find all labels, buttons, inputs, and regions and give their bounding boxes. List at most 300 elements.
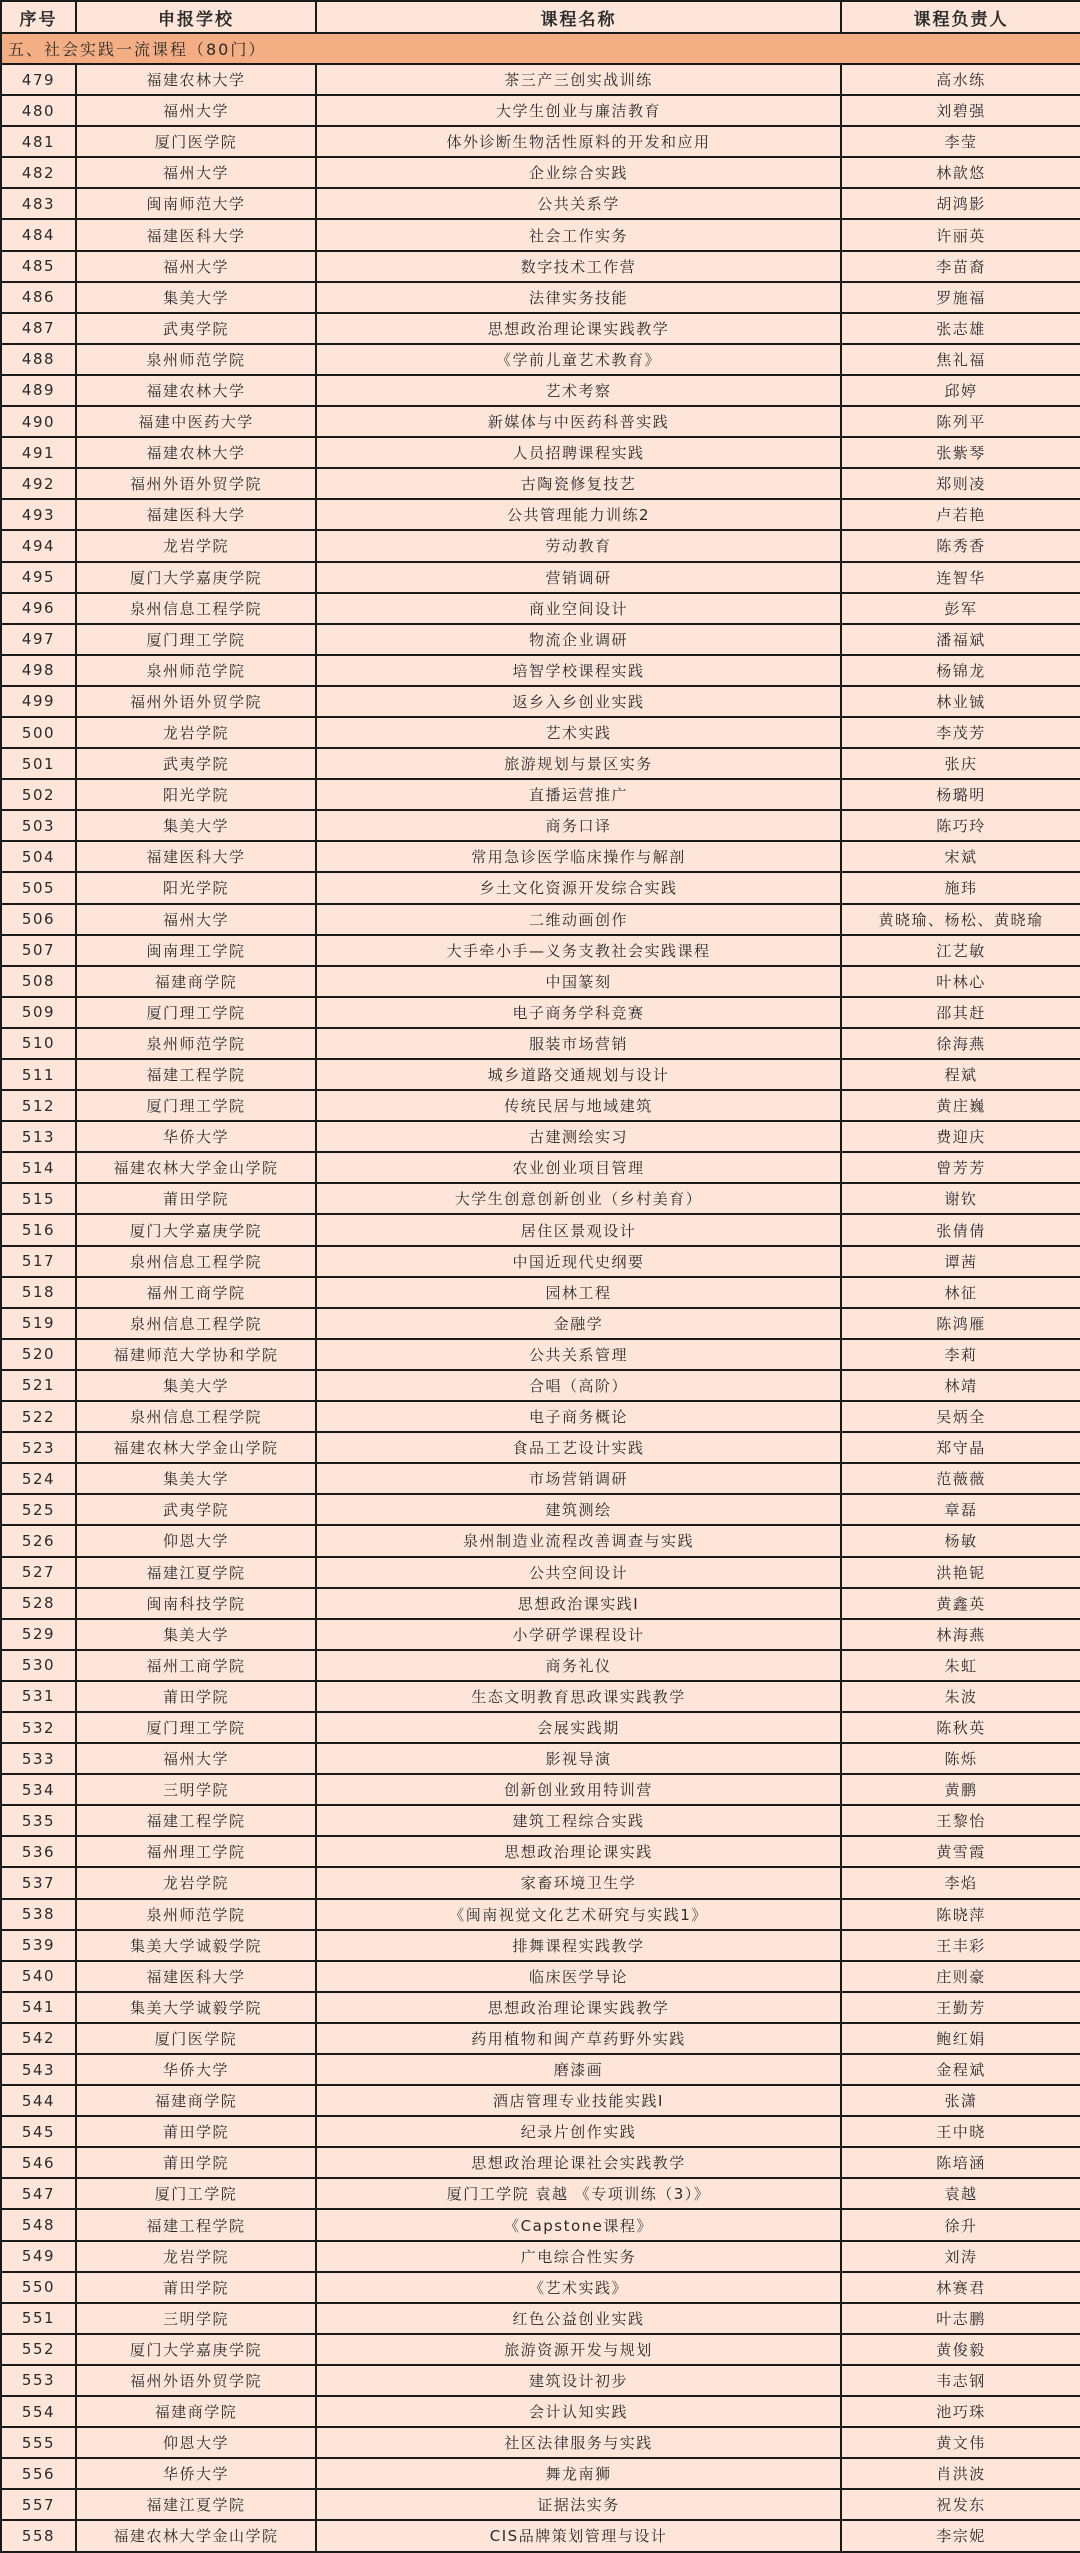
row-course: 金融学: [316, 1308, 841, 1339]
table-header: [1, 1, 1080, 33]
row-lead: 陈鸿雁: [841, 1308, 1080, 1339]
row-no: 531: [1, 1681, 76, 1712]
row-school: 福州大学: [76, 1743, 316, 1774]
row-lead: 杨锦龙: [841, 655, 1080, 686]
row-no: 501: [1, 748, 76, 779]
table-row: [1, 1588, 1080, 1619]
row-school: 泉州信息工程学院: [76, 593, 316, 624]
row-no: 536: [1, 1836, 76, 1867]
row-course: 常用急诊医学临床操作与解剖: [316, 841, 841, 872]
row-no: 488: [1, 344, 76, 375]
row-school: 龙岩学院: [76, 530, 316, 561]
row-school: 华侨大学: [76, 2458, 316, 2489]
row-lead: 李苗裔: [841, 251, 1080, 282]
row-school: 莆田学院: [76, 1183, 316, 1214]
row-school: 厦门理工学院: [76, 1090, 316, 1121]
row-lead: 罗施福: [841, 282, 1080, 313]
row-no: 499: [1, 686, 76, 717]
row-school: 莆田学院: [76, 1681, 316, 1712]
row-school: 泉州师范学院: [76, 655, 316, 686]
row-no: 510: [1, 1028, 76, 1059]
header-course: 课程名称: [316, 1, 841, 33]
row-lead: 祝发东: [841, 2489, 1080, 2520]
row-lead: 彭军: [841, 593, 1080, 624]
row-school: 福建师范大学协和学院: [76, 1339, 316, 1370]
row-no: 479: [1, 64, 76, 95]
row-no: 532: [1, 1712, 76, 1743]
row-school: 福建农林大学: [76, 64, 316, 95]
row-no: 504: [1, 841, 76, 872]
row-no: 552: [1, 2334, 76, 2365]
row-course: 法律实务技能: [316, 282, 841, 313]
row-course: 《学前儿童艺术教育》: [316, 344, 841, 375]
row-school: 闽南理工学院: [76, 935, 316, 966]
table-row: [1, 1899, 1080, 1930]
table-row: [1, 126, 1080, 157]
row-no: 551: [1, 2303, 76, 2334]
row-school: 集美大学: [76, 1370, 316, 1401]
row-lead: 张庆: [841, 748, 1080, 779]
row-school: 武夷学院: [76, 313, 316, 344]
row-lead: 吴炳全: [841, 1401, 1080, 1432]
row-course: 旅游资源开发与规划: [316, 2334, 841, 2365]
row-lead: 袁越: [841, 2178, 1080, 2209]
row-course: 排舞课程实践教学: [316, 1930, 841, 1961]
row-school: 莆田学院: [76, 2272, 316, 2303]
row-course: 创新创业致用特训营: [316, 1774, 841, 1805]
row-school: 福建工程学院: [76, 1059, 316, 1090]
row-course: 临床医学导论: [316, 1961, 841, 1992]
row-course: 古陶瓷修复技艺: [316, 468, 841, 499]
row-no: 543: [1, 2054, 76, 2085]
row-course: 公共关系学: [316, 188, 841, 219]
row-school: 泉州信息工程学院: [76, 1246, 316, 1277]
table-row: [1, 655, 1080, 686]
row-course: 大学生创业与廉洁教育: [316, 95, 841, 126]
row-course: 社会工作实务: [316, 219, 841, 250]
row-school: 福建医科大学: [76, 1961, 316, 1992]
row-school: 三明学院: [76, 2303, 316, 2334]
row-school: 仰恩大学: [76, 1525, 316, 1556]
row-no: 529: [1, 1619, 76, 1650]
row-no: 484: [1, 219, 76, 250]
row-no: 535: [1, 1805, 76, 1836]
row-lead: 胡鸿影: [841, 188, 1080, 219]
row-lead: 谭茜: [841, 1246, 1080, 1277]
row-lead: 张倩倩: [841, 1214, 1080, 1245]
table-row: [1, 1028, 1080, 1059]
row-no: 512: [1, 1090, 76, 1121]
row-lead: 施玮: [841, 872, 1080, 903]
table-row: [1, 64, 1080, 95]
row-no: 485: [1, 251, 76, 282]
row-no: 520: [1, 1339, 76, 1370]
row-lead: 郑守晶: [841, 1432, 1080, 1463]
row-school: 福建农林大学金山学院: [76, 1152, 316, 1183]
row-lead: 李宗妮: [841, 2520, 1080, 2551]
row-no: 522: [1, 1401, 76, 1432]
table-row: [1, 1681, 1080, 1712]
table-row: [1, 2116, 1080, 2147]
header-no: 序号: [1, 1, 76, 33]
row-school: 福建医科大学: [76, 219, 316, 250]
table-row: [1, 1494, 1080, 1525]
row-school: 莆田学院: [76, 2147, 316, 2178]
row-course: 小学研学课程设计: [316, 1619, 841, 1650]
table-row: [1, 499, 1080, 530]
row-course: 家畜环境卫生学: [316, 1867, 841, 1898]
row-no: 548: [1, 2209, 76, 2240]
row-lead: 李茂芳: [841, 717, 1080, 748]
row-no: 509: [1, 997, 76, 1028]
row-lead: 卢若艳: [841, 499, 1080, 530]
row-school: 龙岩学院: [76, 717, 316, 748]
table-row: [1, 1246, 1080, 1277]
row-course: 厦门工学院 袁越 《专项训练（3）》: [316, 2178, 841, 2209]
row-lead: 高水练: [841, 64, 1080, 95]
row-no: 490: [1, 406, 76, 437]
row-school: 武夷学院: [76, 748, 316, 779]
row-course: 数字技术工作营: [316, 251, 841, 282]
table-row: [1, 2178, 1080, 2209]
row-no: 526: [1, 1525, 76, 1556]
row-school: 福州大学: [76, 904, 316, 935]
row-lead: 黄文伟: [841, 2427, 1080, 2458]
row-school: 福建工程学院: [76, 1805, 316, 1836]
row-school: 厦门大学嘉庚学院: [76, 1214, 316, 1245]
row-school: 厦门大学嘉庚学院: [76, 562, 316, 593]
table-row: [1, 344, 1080, 375]
row-course: 中国篆刻: [316, 966, 841, 997]
row-no: 553: [1, 2365, 76, 2396]
row-no: 494: [1, 530, 76, 561]
row-lead: 谢钦: [841, 1183, 1080, 1214]
header-lead: 课程负责人: [841, 1, 1080, 33]
row-school: 福建江夏学院: [76, 1557, 316, 1588]
row-school: 泉州师范学院: [76, 1899, 316, 1930]
row-no: 487: [1, 313, 76, 344]
row-no: 546: [1, 2147, 76, 2178]
row-course: 舞龙南狮: [316, 2458, 841, 2489]
row-course: 新媒体与中医药科普实践: [316, 406, 841, 437]
row-course: 社区法律服务与实践: [316, 2427, 841, 2458]
table-row: [1, 1743, 1080, 1774]
row-lead: 林靖: [841, 1370, 1080, 1401]
row-school: 集美大学诚毅学院: [76, 1992, 316, 2023]
row-school: 福州大学: [76, 157, 316, 188]
row-course: 大学生创意创新创业（乡村美育）: [316, 1183, 841, 1214]
table-row: [1, 530, 1080, 561]
table-row: [1, 2365, 1080, 2396]
row-course: 企业综合实践: [316, 157, 841, 188]
row-lead: 李焰: [841, 1867, 1080, 1898]
table-row: [1, 468, 1080, 499]
row-course: 思想政治理论课实践教学: [316, 1992, 841, 2023]
row-school: 厦门理工学院: [76, 1712, 316, 1743]
row-school: 龙岩学院: [76, 2241, 316, 2272]
row-no: 493: [1, 499, 76, 530]
row-no: 503: [1, 810, 76, 841]
row-lead: 徐海燕: [841, 1028, 1080, 1059]
table-row: [1, 2272, 1080, 2303]
row-lead: 黄鹏: [841, 1774, 1080, 1805]
row-no: 514: [1, 1152, 76, 1183]
table-row: [1, 2334, 1080, 2365]
table-row: [1, 2396, 1080, 2427]
row-course: 居住区景观设计: [316, 1214, 841, 1245]
row-course: 泉州制造业流程改善调查与实践: [316, 1525, 841, 1556]
table-row: [1, 810, 1080, 841]
row-course: 商务礼仪: [316, 1650, 841, 1681]
row-course: 公共空间设计: [316, 1557, 841, 1588]
row-no: 496: [1, 593, 76, 624]
row-no: 538: [1, 1899, 76, 1930]
row-lead: 叶志鹏: [841, 2303, 1080, 2334]
row-lead: 黄庄巍: [841, 1090, 1080, 1121]
row-lead: 陈秋英: [841, 1712, 1080, 1743]
row-lead: 邵其赶: [841, 997, 1080, 1028]
row-lead: 连智华: [841, 562, 1080, 593]
row-course: 乡土文化资源开发综合实践: [316, 872, 841, 903]
row-school: 福建商学院: [76, 966, 316, 997]
row-lead: 陈培涵: [841, 2147, 1080, 2178]
row-no: 525: [1, 1494, 76, 1525]
row-school: 厦门医学院: [76, 126, 316, 157]
table-row: [1, 779, 1080, 810]
row-course: 直播运营推广: [316, 779, 841, 810]
table-row: [1, 1339, 1080, 1370]
table-row: [1, 1836, 1080, 1867]
row-no: 549: [1, 2241, 76, 2272]
table-row: [1, 313, 1080, 344]
table-row: [1, 375, 1080, 406]
row-lead: 刘涛: [841, 2241, 1080, 2272]
row-course: 农业创业项目管理: [316, 1152, 841, 1183]
row-school: 华侨大学: [76, 1121, 316, 1152]
row-school: 厦门医学院: [76, 2023, 316, 2054]
row-lead: 王勤芳: [841, 1992, 1080, 2023]
table-row: [1, 1805, 1080, 1836]
table-row: [1, 1370, 1080, 1401]
row-lead: 程斌: [841, 1059, 1080, 1090]
table-row: [1, 1525, 1080, 1556]
row-school: 华侨大学: [76, 2054, 316, 2085]
row-course: 电子商务概论: [316, 1401, 841, 1432]
table-row: [1, 1277, 1080, 1308]
row-lead: 许丽英: [841, 219, 1080, 250]
row-school: 集美大学: [76, 1619, 316, 1650]
row-no: 497: [1, 624, 76, 655]
table-row: [1, 966, 1080, 997]
row-lead: 池巧珠: [841, 2396, 1080, 2427]
table-row: [1, 1712, 1080, 1743]
row-lead: 焦礼福: [841, 344, 1080, 375]
row-course: 电子商务学科竞赛: [316, 997, 841, 1028]
row-lead: 林业铖: [841, 686, 1080, 717]
row-lead: 徐升: [841, 2209, 1080, 2240]
row-course: 公共关系管理: [316, 1339, 841, 1370]
row-no: 533: [1, 1743, 76, 1774]
table-row: [1, 1090, 1080, 1121]
row-lead: 陈列平: [841, 406, 1080, 437]
table-body: [1, 33, 1080, 2552]
row-no: 483: [1, 188, 76, 219]
row-lead: 陈晓萍: [841, 1899, 1080, 1930]
row-course: 会展实践期: [316, 1712, 841, 1743]
row-no: 516: [1, 1214, 76, 1245]
row-no: 544: [1, 2085, 76, 2116]
row-school: 集美大学: [76, 1463, 316, 1494]
row-no: 556: [1, 2458, 76, 2489]
row-no: 498: [1, 655, 76, 686]
row-lead: 黄鑫英: [841, 1588, 1080, 1619]
table-row: [1, 1308, 1080, 1339]
table-row: [1, 2303, 1080, 2334]
row-course: 园林工程: [316, 1277, 841, 1308]
row-course: 大手牵小手—义务支教社会实践课程: [316, 935, 841, 966]
row-no: 547: [1, 2178, 76, 2209]
row-school: 厦门工学院: [76, 2178, 316, 2209]
row-school: 福州工商学院: [76, 1650, 316, 1681]
table-row: [1, 748, 1080, 779]
row-lead: 鲍红娟: [841, 2023, 1080, 2054]
row-lead: 金程斌: [841, 2054, 1080, 2085]
table-row: [1, 1774, 1080, 1805]
table-row: [1, 1650, 1080, 1681]
header-school: 申报学校: [76, 1, 316, 33]
table-row: [1, 1183, 1080, 1214]
row-course: 劳动教育: [316, 530, 841, 561]
table-row: [1, 841, 1080, 872]
table-row: [1, 872, 1080, 903]
row-no: 527: [1, 1557, 76, 1588]
row-course: 红色公益创业实践: [316, 2303, 841, 2334]
row-lead: 林海燕: [841, 1619, 1080, 1650]
table-row: [1, 95, 1080, 126]
row-course: 广电综合性实务: [316, 2241, 841, 2272]
row-no: 511: [1, 1059, 76, 1090]
row-lead: 郑则凌: [841, 468, 1080, 499]
row-school: 厦门理工学院: [76, 624, 316, 655]
row-school: 莆田学院: [76, 2116, 316, 2147]
table-row: [1, 904, 1080, 935]
row-no: 481: [1, 126, 76, 157]
row-lead: 陈烁: [841, 1743, 1080, 1774]
row-no: 521: [1, 1370, 76, 1401]
table-row: [1, 2209, 1080, 2240]
row-school: 集美大学: [76, 282, 316, 313]
row-no: 502: [1, 779, 76, 810]
row-no: 550: [1, 2272, 76, 2303]
row-no: 523: [1, 1432, 76, 1463]
table-row: [1, 2427, 1080, 2458]
row-course: 中国近现代史纲要: [316, 1246, 841, 1277]
row-lead: 黄晓瑜、杨松、黄晓瑜: [841, 904, 1080, 935]
row-course: 合唱（高阶）: [316, 1370, 841, 1401]
row-course: 商务口译: [316, 810, 841, 841]
table-row: [1, 157, 1080, 188]
table-row: [1, 2520, 1080, 2551]
table-row: [1, 1463, 1080, 1494]
row-course: 二维动画创作: [316, 904, 841, 935]
row-school: 福建医科大学: [76, 499, 316, 530]
table-row: [1, 406, 1080, 437]
row-no: 505: [1, 872, 76, 903]
row-school: 仰恩大学: [76, 2427, 316, 2458]
row-school: 泉州师范学院: [76, 344, 316, 375]
row-course: 磨漆画: [316, 2054, 841, 2085]
row-no: 528: [1, 1588, 76, 1619]
row-no: 506: [1, 904, 76, 935]
table-row: [1, 562, 1080, 593]
row-lead: 庄则豪: [841, 1961, 1080, 1992]
row-lead: 张志雄: [841, 313, 1080, 344]
row-course: 生态文明教育思政课实践教学: [316, 1681, 841, 1712]
row-no: 480: [1, 95, 76, 126]
row-no: 530: [1, 1650, 76, 1681]
row-course: 培智学校课程实践: [316, 655, 841, 686]
row-school: 福建中医药大学: [76, 406, 316, 437]
row-school: 福州大学: [76, 251, 316, 282]
section-row: [1, 33, 1080, 64]
row-no: 482: [1, 157, 76, 188]
row-no: 541: [1, 1992, 76, 2023]
row-school: 福建工程学院: [76, 2209, 316, 2240]
row-no: 554: [1, 2396, 76, 2427]
row-course: 建筑设计初步: [316, 2365, 841, 2396]
table-row: [1, 2054, 1080, 2085]
row-course: 纪录片创作实践: [316, 2116, 841, 2147]
row-school: 福州大学: [76, 95, 316, 126]
row-school: 福建农林大学: [76, 437, 316, 468]
row-no: 545: [1, 2116, 76, 2147]
row-no: 537: [1, 1867, 76, 1898]
row-course: 体外诊断生物活性原料的开发和应用: [316, 126, 841, 157]
table-row: [1, 2489, 1080, 2520]
row-lead: 费迎庆: [841, 1121, 1080, 1152]
row-course: 思想政治课实践Ⅰ: [316, 1588, 841, 1619]
row-course: 公共管理能力训练2: [316, 499, 841, 530]
row-school: 厦门理工学院: [76, 997, 316, 1028]
row-course: 艺术实践: [316, 717, 841, 748]
table-row: [1, 1432, 1080, 1463]
row-lead: 林歆悠: [841, 157, 1080, 188]
row-lead: 李莹: [841, 126, 1080, 157]
table-row: [1, 624, 1080, 655]
row-course: 证据法实务: [316, 2489, 841, 2520]
table-row: [1, 1214, 1080, 1245]
row-lead: 范薇薇: [841, 1463, 1080, 1494]
row-no: 540: [1, 1961, 76, 1992]
row-no: 557: [1, 2489, 76, 2520]
row-course: 物流企业调研: [316, 624, 841, 655]
table-row: [1, 219, 1080, 250]
row-course: 人员招聘课程实践: [316, 437, 841, 468]
row-school: 阳光学院: [76, 779, 316, 810]
row-lead: 朱虹: [841, 1650, 1080, 1681]
row-course: 商业空间设计: [316, 593, 841, 624]
row-lead: 江艺敏: [841, 935, 1080, 966]
table-row: [1, 2023, 1080, 2054]
row-course: 返乡入乡创业实践: [316, 686, 841, 717]
row-school: 福州理工学院: [76, 1836, 316, 1867]
table-row: [1, 282, 1080, 313]
row-lead: 王黎怡: [841, 1805, 1080, 1836]
table-row: [1, 1059, 1080, 1090]
row-school: 泉州信息工程学院: [76, 1401, 316, 1432]
row-no: 508: [1, 966, 76, 997]
row-school: 福建商学院: [76, 2396, 316, 2427]
